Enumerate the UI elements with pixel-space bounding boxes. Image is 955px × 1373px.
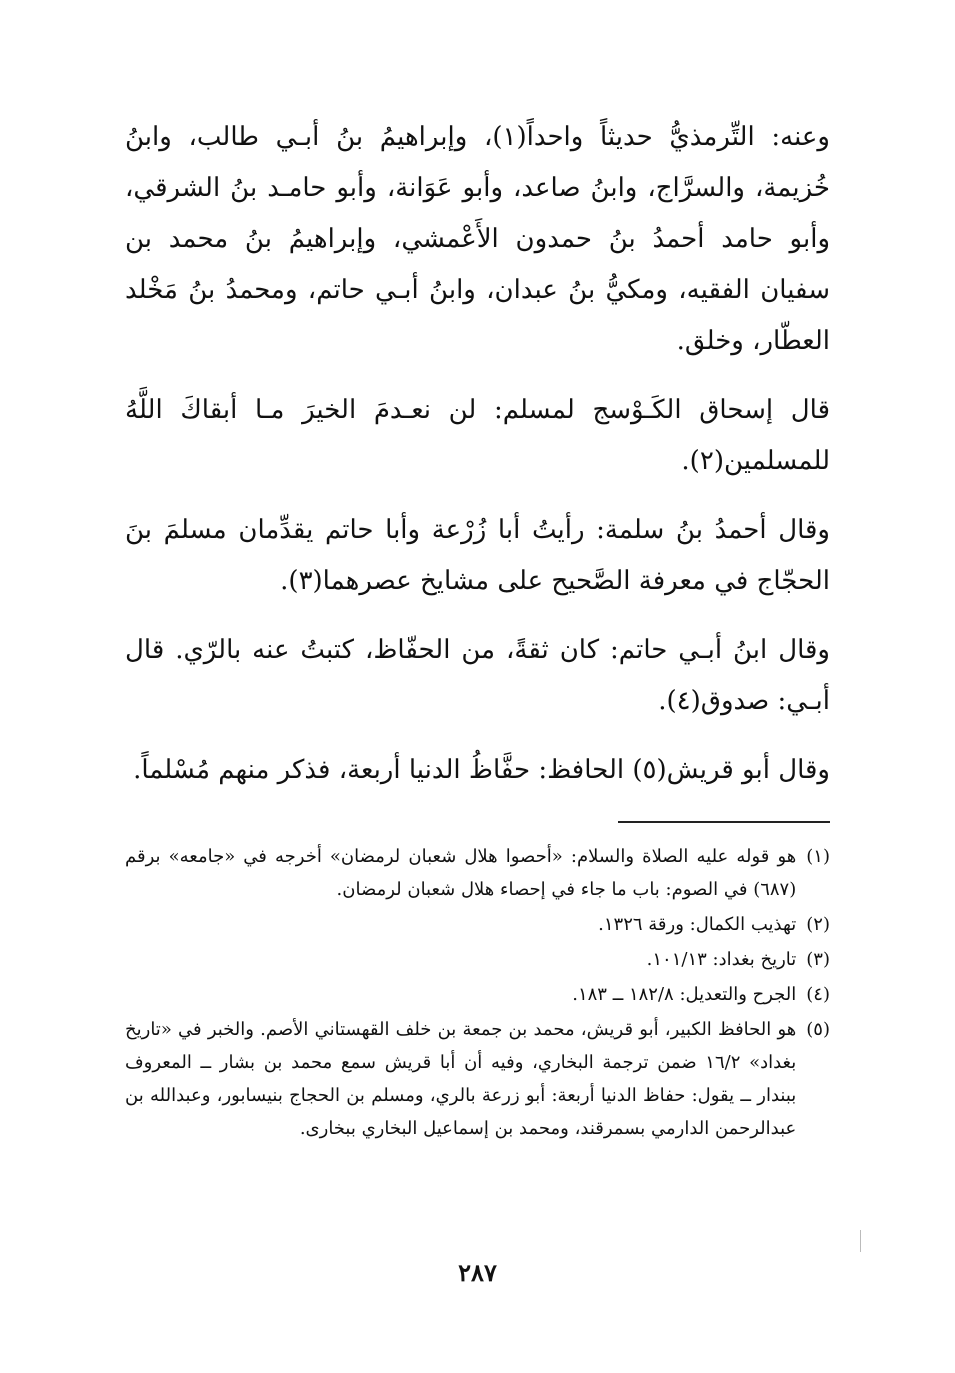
footnote-separator <box>618 821 830 823</box>
footnote-number: (٣) <box>806 949 830 970</box>
footnote-text: الجرح والتعديل: ١٨٢/٨ ــ ١٨٣. <box>572 984 797 1005</box>
footnote-2 <box>125 908 830 941</box>
footnote-number: (٥) <box>806 1019 830 1040</box>
paragraph-3: وقال أحمدُ بنُ سلمة: رأيتُ أبا زُرْعة وأبا حاتم يقدِّمان مسلمَ بنَ الحجّاج في معرفة الصَّحيح على مشايخ عصرهما(٣). <box>125 515 830 596</box>
footnote-text: هو قوله عليه الصلاة والسلام: «أحصوا هلال شعبان لرمضان» أخرجه في «جامعه» برقم (٦٨٧) في الصوم: باب ما جاء في إحصاء هلال شعبان لرمضان. <box>125 846 797 900</box>
footnote-text: هو الحافظ الكبير، أبو قريش، محمد بن جمعة بن خلف القهستاني الأصم. والخبر في «تاريخ بغداد» ١٦/٢ ضمن ترجمة البخاري، وفيه أن أبا قريش سمع محمد بن بشار ــ المعروف ببندار ــ يقول: حفاظ الدنيا أربعة: أبو زرعة بالري، ومسلم بن الحجاج بنيسابور، وعبدالله بن عبدالرحمن الدارمي بسمرقند، ومحمد بن إسماعيل البخاري ببخارى. <box>125 1019 797 1139</box>
paragraph-5: وقال أبو قريش(٥) الحافظ: حفَّاظُ الدنيا أربعة، فذكر منهم مُسْلماً. <box>133 755 830 785</box>
paragraph-2: قال إسحاق الكَـوْسج لمسلم: لن نعـدمَ الخيرَ مـا أبقاكَ اللَّهُ للمسلمين(٢). <box>125 395 830 476</box>
paragraph-4: وقال ابنُ أبـي حاتم: كان ثقةً، من الحفّاظ، كتبتُ عنه بالرّي. قال أبـي: صدوق(٤). <box>125 635 830 716</box>
main-text <box>125 112 830 796</box>
footnote-number: (١) <box>806 846 830 867</box>
footnotes <box>125 840 830 1147</box>
footnote-1 <box>125 840 830 906</box>
footnote-3 <box>125 943 830 976</box>
footnote-number: (٢) <box>806 914 830 935</box>
margin-mark <box>860 1230 861 1252</box>
footnote-text: تهذيب الكمال: ورقة ١٣٢٦. <box>598 914 797 935</box>
paragraph-1: وعنه: التِّرمذيُّ حديثاً واحداً(١)، وإبراهيمُ بنُ أبـي طالب، وابنُ خُزيمة، والسرَّاج، وابنُ صاعد، وأبو عَوَانة، وأبو حامـد بنُ الشرقي، وأبو حامد أحمدُ بنُ حمدون الأَعْمشي، وإبراهيمُ بنُ محمد بن سفيان الفقيه، ومكيُّ بنُ عبدان، وابنُ أبـي حاتم، ومحمدُ بنُ مَخْلد العطّار، وخلق. <box>125 122 830 356</box>
footnote-4 <box>125 978 830 1011</box>
footnote-number: (٤) <box>806 984 830 1005</box>
footnote-5 <box>125 1013 830 1145</box>
page-number: ٢٨٧ <box>458 1258 497 1287</box>
footnote-text: تاريخ بغداد: ١٠١/١٣. <box>646 949 797 970</box>
